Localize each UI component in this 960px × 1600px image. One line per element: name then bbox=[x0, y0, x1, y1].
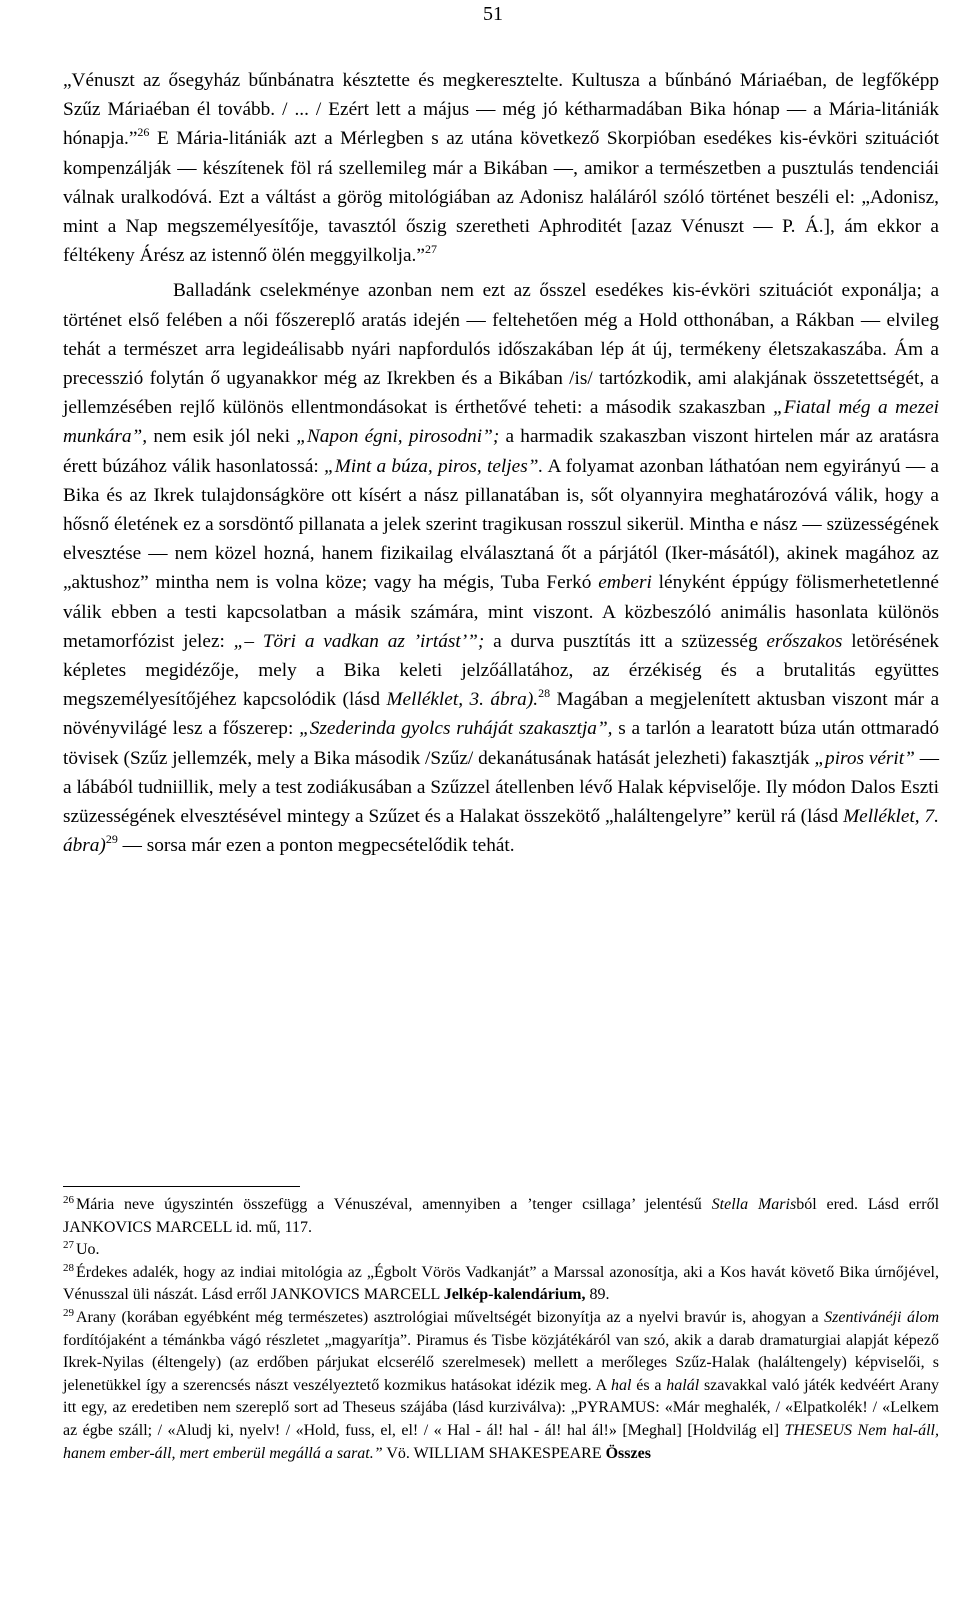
ref-melleklet-7: Melléklet, 7. ábra) bbox=[63, 806, 939, 857]
footnote-26: $^{26}$ Mária neve úgyszintén összefügg a Vénuszéval, amennyiben a ’tenger csillaga’ jelentésű Stella Marisból ered. Lásd erről JANKOVICS MARCELL id. mű, 117. bbox=[63, 1194, 940, 1236]
quote-buza: „Mint a búza, piros, teljes”. bbox=[324, 455, 544, 477]
paragraph-2: Balladánk cselekménye azonban nem ezt az ősszel esedékes kis-évköri szituációt exponálja; a történet első felében a női főszereplő aratás idején — feltehetően még a Hold otthonában, a Rákban — elvileg tehát a természet arra legideálisabb nyári napfordulós időszakában lép át új, termékeny életszakaszába. Ám a precesszió folytán ő ugyanakkor még az Ikrekben és a Bikában /is/ tartózkodik, ami alakjának összetettségét, a jellemzésében rejlő különös ellentmondásokat is érthetővé teheti: a második szakaszban „Fiatal még a mezei munkára”, nem esik jól neki „Napon égni, pirosodni”; a harmadik szakaszban viszont hirtelen már az aratásra érett búzához válik hasonlatossá: „Mint a búza, piros, teljes”. A folyamat azonban láthatóan nem egyirányú — a Bika és az Ikrek tulajdonságköre ott kísért a nász pillanatában is, sőt olyannyira meghatározóvá válik, hogy a hősnő életének ez a sorsdöntő pillanata a jelek szerint tragikusan rosszul sikerül. Mintha e nász — szüzességének elvesztése — nem közel hozná, hanem fizikailag elválasztaná őt a párjától (Iker-másától), akinek magához az „aktushoz” mintha nem is volna köze; vagy ha mégis, Tuba Ferkó emberi lényként éppúgy fölismerhetetlenné válik ebben a testi kapcsolatban a másik számára, mint viszont. A közbeszóló animális hasonlata különös metamorfózist jelez: „– Töri a vadkan az ’irtást’”; a durva pusztítás itt a szüzesség erőszakos letörésének képletes megidézője, mely a Bika keleti jelzőállatához, az érzékiség és a brutalitás együttes megszemélyesítőjéhez kapcsolódik (lásd Melléklet, 3. ábra).$^{28}$ Magában a megjelenített aktusban viszont már a növényvilágé lesz a főszerep: „Szederinda gyolcs ruháját szakasztja”, s a tarlón a learatott búza után ottmaradó tövisek (Szűz jellemzék, mely a Bika második /Szűz/ dekanátusának hatását jelezheti) fakasztják „piros vérit” — a lábából tudniillik, mely a test zodiákusában a Szűzzel átellenben lévő Halak képviselője. Ily módon Dalos Eszti szüzességének elvesztésével mintegy a Szűzet és a Halakat összekötő „haláltengelyre” kerül rá (lásd Melléklet, 7. ábra)$^{29}$ — sorsa már ezen a ponton megpecsételődik tehát. bbox=[63, 280, 939, 857]
quote-piros-verit: „piros vérit” bbox=[814, 747, 915, 769]
footnote-mark: 26 bbox=[63, 1194, 74, 1206]
footnotes bbox=[63, 1194, 939, 1465]
main-text bbox=[63, 66, 939, 860]
italic-eroszakos: erőszakos bbox=[766, 630, 843, 652]
footnote-ref-28[interactable]: 28 bbox=[538, 686, 551, 701]
footnote-ref-29[interactable]: 29 bbox=[105, 832, 118, 847]
paragraph-1: „Vénuszt az ősegyház bűnbánatra késztette és megkeresztelte. Kultusza a bűnbánó Máriaéban, de legfőképp Szűz Máriaéban él tovább. / ... / Ezért lett a május — még jó kétharmadában Bika hónap — a Mária-litániák hónapja.”$^{26}$ E Mária-litániák azt a Mérlegben s az utána következő Skorpióban esedékes kis-évköri szituációt kompenzálják — készítenek föl rá szellemileg már a Bikában —, amikor a természetben a pusztulás tendenciái válnak uralkodóvá. Ezt a váltást a görög mitológiában az Adonisz haláláról szóló történet beszéli el: „Adonisz, mint a Nap megszemélyesítője, tavasztól őszig szeretheti Aphroditét [azaz Vénuszt — P. Á.], ám ekkor a féltékeny Árész az istennő ölén meggyilkolja.”$^{27}$ bbox=[63, 70, 939, 267]
footnote-separator bbox=[63, 1186, 300, 1187]
footnote-27: $^{27}$ Uo. bbox=[63, 1239, 100, 1259]
italic-emberi: emberi bbox=[598, 572, 652, 594]
footnote-29: $^{29}$ Arany (korában egyébként még természetes) asztrológiai műveltségét bizonyítja az a nyelvi bravúr is, ahogyan a Szentivánéji álom fordítójaként a témánkba vágó részletet „magyarítja”. Piramus és Tisbe közjátékáról van szó, akik a darab dramaturgiai alapját képező Ikrek-Nyilas (éltengely) (az erdőben párjukat elcserélő szerelmesek) mellett a merőleges Szűz-Halak (haláltengely) képviselői, s jelenetükkel így a szerencsés nászt veszélyeztető kozmikus hatásokat idézik meg. A hal és a halál szavakkal való játék kedvéért Arany itt egy, az eredetiben nem szereplő sort ad Theseus szájába (lásd kurziválva): „PYRAMUS: «Már meghalék, / «Elpatkolék! / «Lelkem az égbe száll; / «Aludj ki, nyelv! / «Hold, fuss, el, el! / « Hal - ál! hal - ál! hal ál!» [Meghal] [Holdvilág el] THESEUS Nem hal-áll, hanem ember-áll, mert emberül megállá a sarat.” Vö. WILLIAM SHAKESPEARE Összes bbox=[63, 1306, 940, 1462]
footnote-mark: 29 bbox=[63, 1306, 74, 1319]
page-number: 51 bbox=[483, 3, 503, 25]
footnote-28: $^{28}$ Érdekes adalék, hogy az indiai mitológia az „Égbolt Vörös Vadkanját” a Marssal azonosítja, aki a Kos havát követő Bika úrnőjével, Vénusszal üli nászát. Lásd erről JANKOVICS MARCELL Jelkép-kalendárium, 89. bbox=[63, 1261, 939, 1304]
quote-vadkan: „– Töri a vadkan az ’irtást’”; bbox=[233, 630, 485, 652]
ref-melleklet-3: Melléklet, 3. ábra). bbox=[386, 689, 539, 711]
footnote-mark: 27 bbox=[63, 1239, 74, 1252]
quote-napon: „Napon égni, pirosodni”; bbox=[296, 426, 500, 448]
footnote-ref-27[interactable]: 27 bbox=[424, 242, 437, 257]
quote-fiatal: „Fiatal még a mezei munkára”, bbox=[63, 397, 939, 448]
footnote-ref-26[interactable]: 26 bbox=[137, 125, 150, 140]
quote-szederinda: „Szederinda gyolcs ruháját szakasztja”, bbox=[299, 718, 613, 740]
footnote-mark: 28 bbox=[63, 1261, 74, 1274]
